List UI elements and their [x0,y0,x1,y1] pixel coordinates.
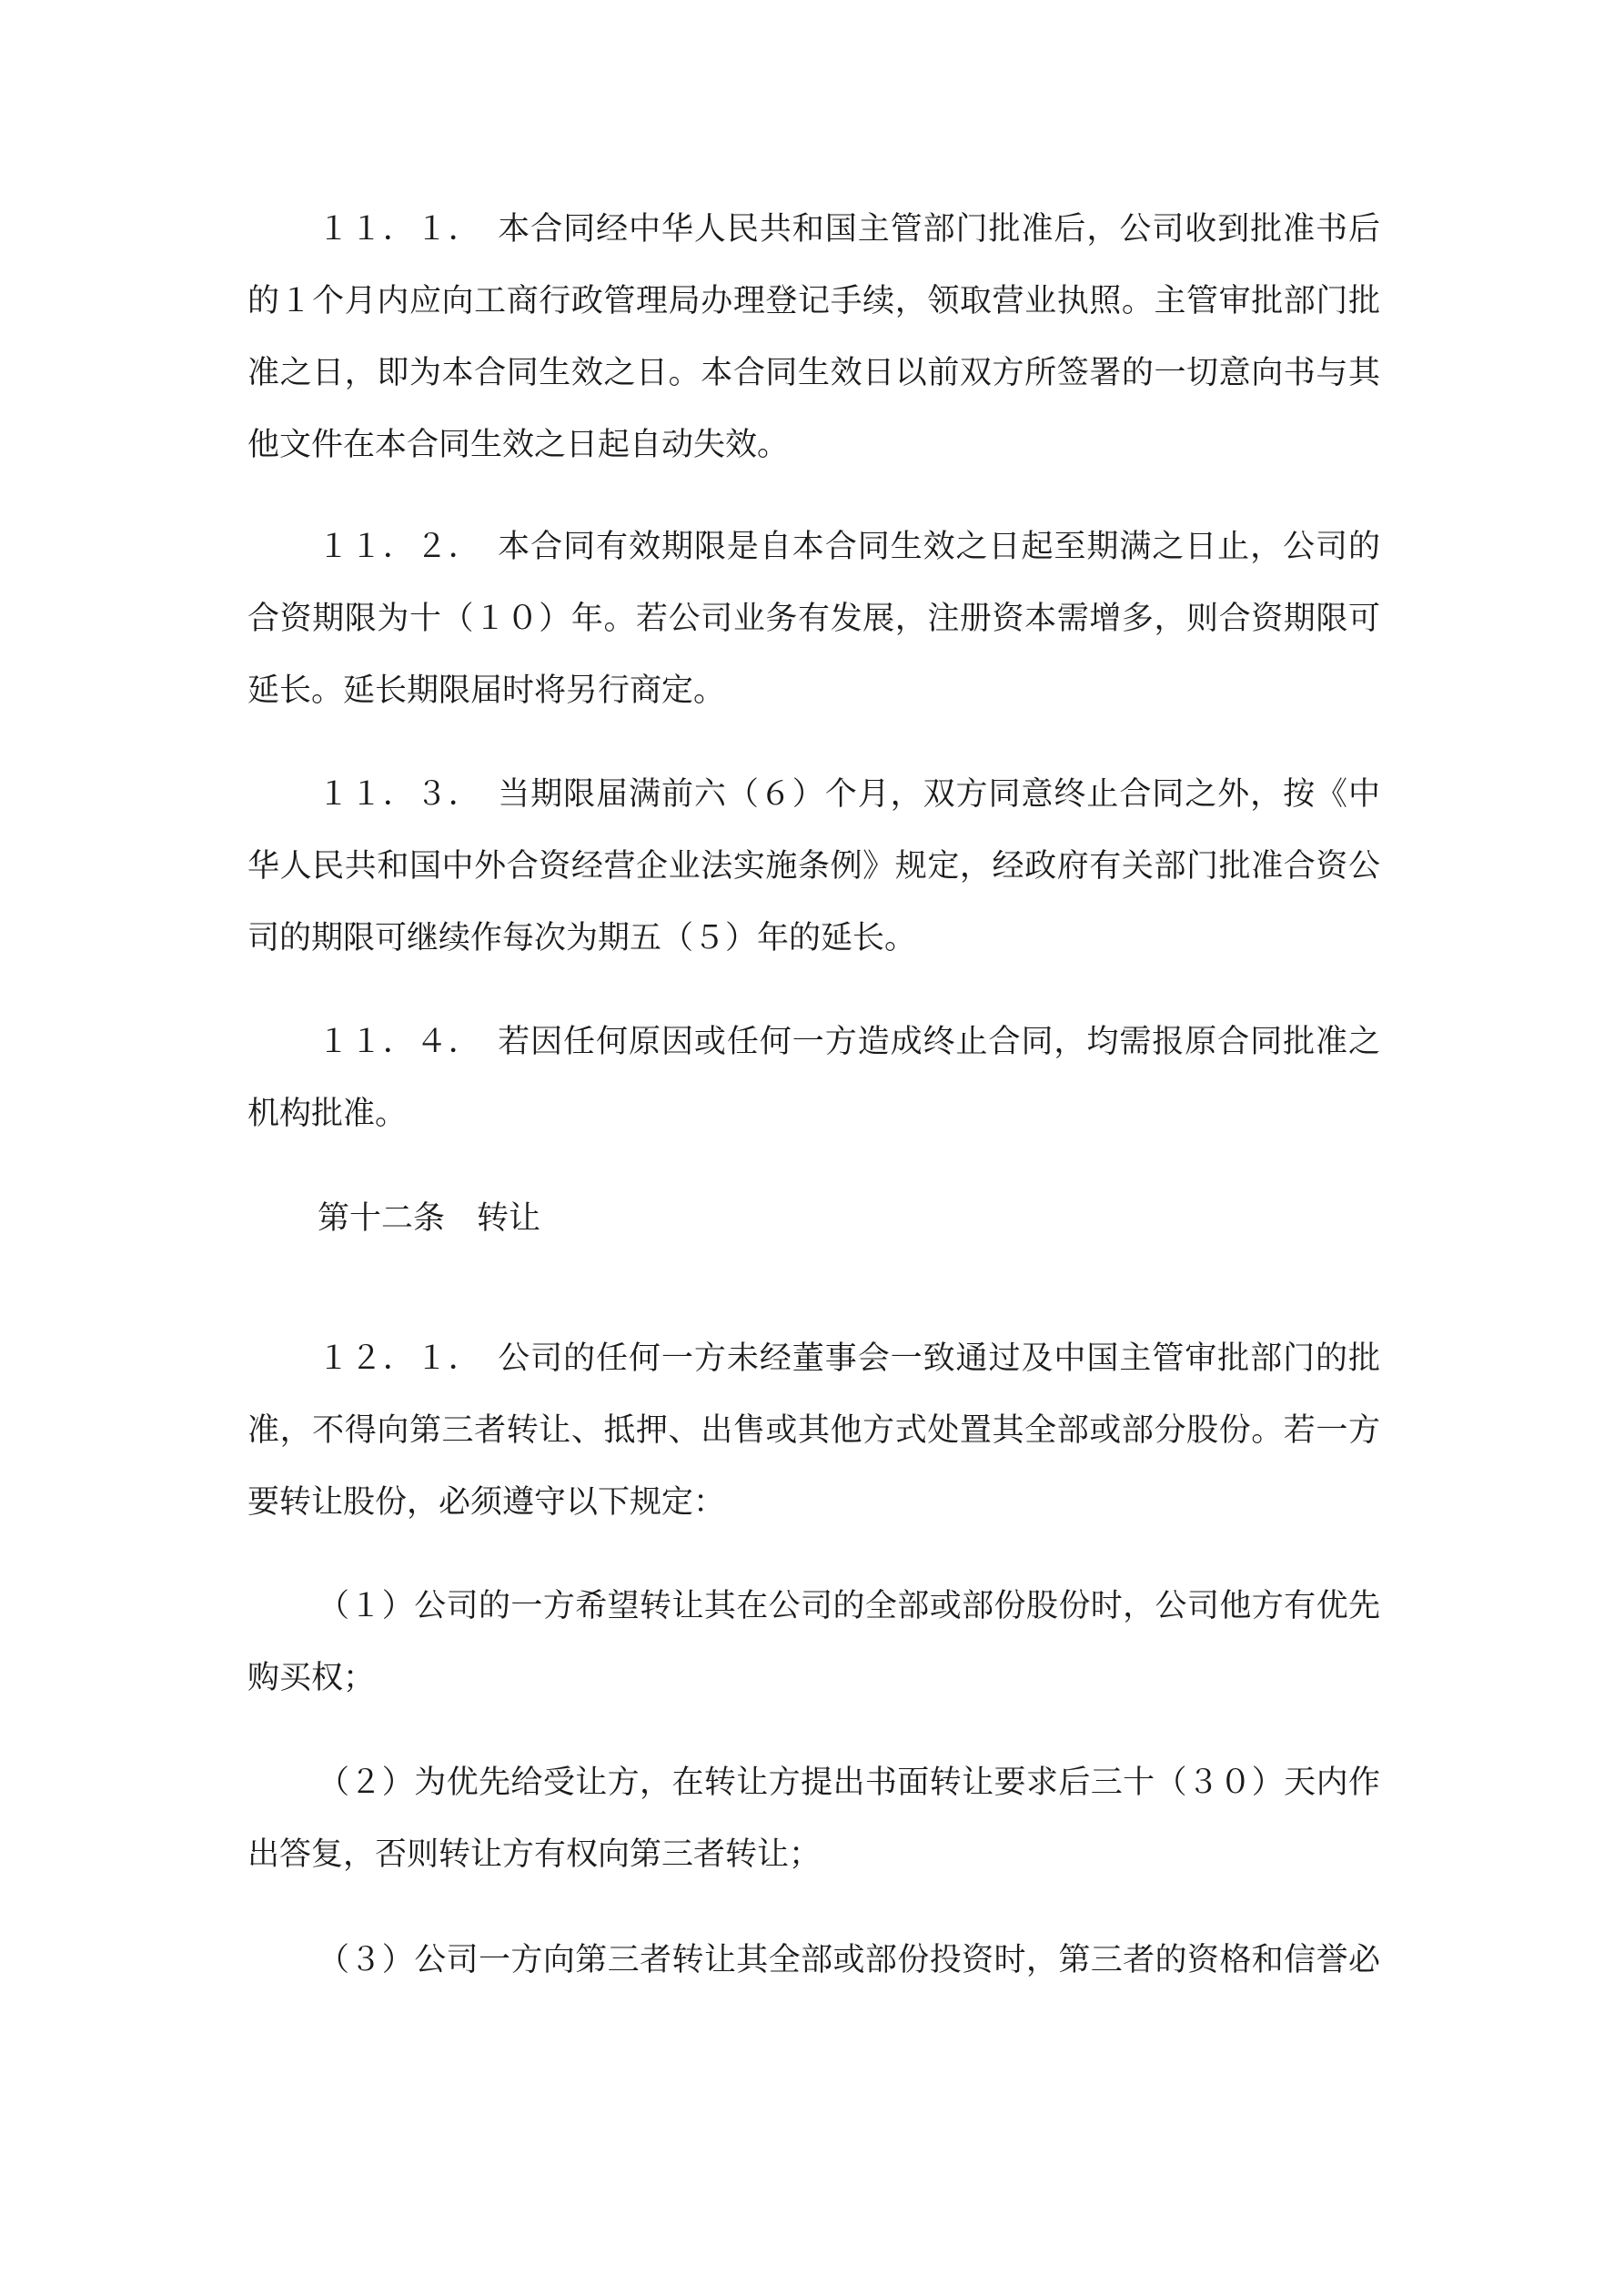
clause-11-2 [247,511,1380,727]
text-line: （１）公司的一方希望转让其在公司的全部或部份股份时，公司他方有优先 [318,1588,1380,1624]
clause-12-1 [247,1323,1380,1539]
text-line: （３）公司一方向第三者转让其全部或部份投资时，第三者的资格和信誉必 [318,1942,1380,1978]
text-line: １１．４． 若因任何原因或任何一方造成终止合同，均需报原合同批准之 [318,1024,1380,1060]
text-line: 出答复，否则转让方有权向第三者转让； [247,1836,822,1873]
section-heading: 第十二条 转让 [318,1200,541,1237]
text-line: 的１个月内应向工商行政管理局办理登记手续，领取营业执照。主管审批部门批 [247,283,1380,319]
text-line: 机构批准。 [247,1096,408,1132]
text-line: １１．１． 本合同经中华人民共和国主管部门批准后，公司收到批准书后 [318,211,1380,248]
text-line: １２．１． 公司的任何一方未经董事会一致通过及中国主管审批部门的批 [318,1340,1380,1377]
text-line: （２）为优先给受让方，在转让方提出书面转让要求后三十（３０）天内作 [318,1765,1380,1801]
text-line: 华人民共和国中外合资经营企业法实施条例》规定，经政府有关部门批准合资公 [247,848,1380,885]
text-line: 他文件在本合同生效之日起自动失效。 [247,427,790,463]
text-line: 准之日，即为本合同生效之日。本合同生效日以前双方所签署的一切意向书与其 [247,355,1380,391]
text-line: 购买权； [247,1660,376,1696]
text-line: １１．３． 当期限届满前六（６）个月，双方同意终止合同之外，按《中 [318,776,1380,813]
text-line: １１．２． 本合同有效期限是自本合同生效之日起至期满之日止，公司的 [318,529,1380,565]
clause-11-1 [247,194,1380,481]
clause-12-1-item-3 [247,1925,1380,1997]
text-line: 司的期限可继续作每次为期五（５）年的延长。 [247,920,917,956]
text-line: 延长。延长期限届时将另行商定。 [247,673,726,709]
clause-12-1-item-2 [247,1747,1380,1891]
text-line: 合资期限为十（１０）年。若公司业务有发展，注册资本需增多，则合资期限可 [247,601,1380,637]
clause-11-4 [247,1006,1380,1150]
clause-11-3 [247,759,1380,975]
text-line: 要转让股份，必须遵守以下规定： [247,1484,726,1521]
text-line: 准，不得向第三者转让、抵押、出售或其他方式处置其全部或部分股份。若一方 [247,1412,1380,1449]
clause-12-1-item-1 [247,1571,1380,1714]
article-12-heading [247,1183,1380,1255]
